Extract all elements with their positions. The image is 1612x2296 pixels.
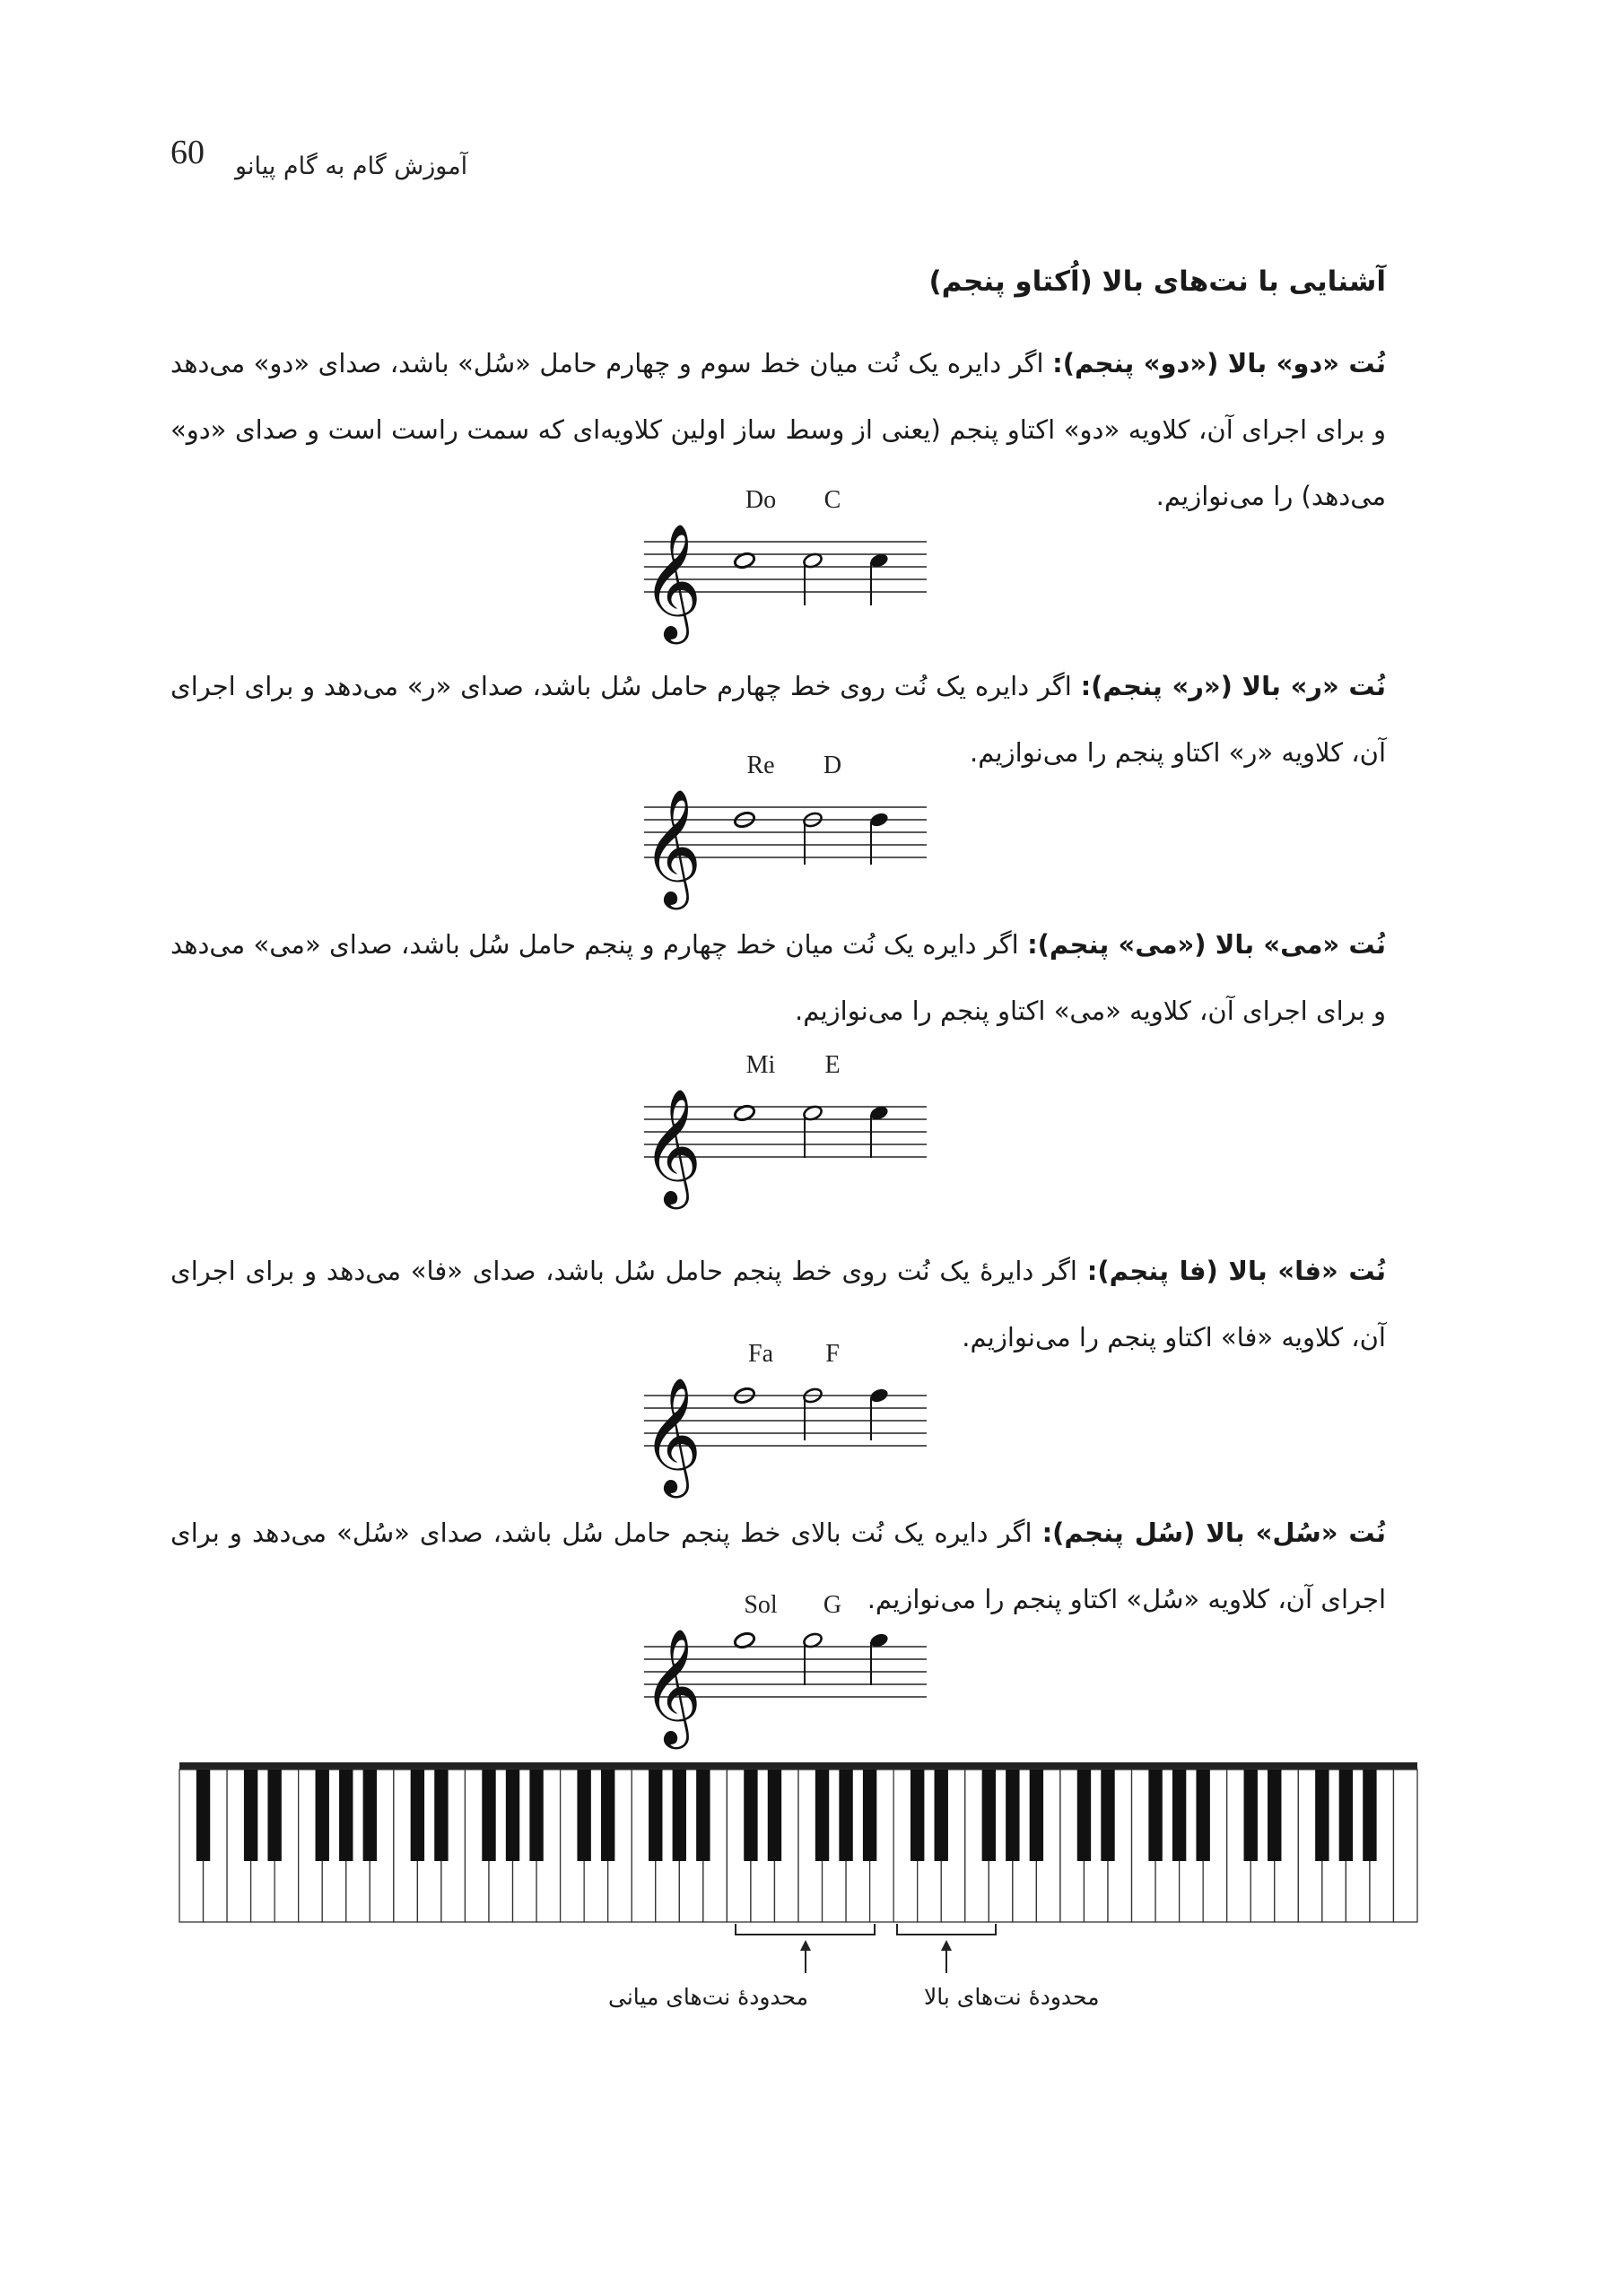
black-key bbox=[1268, 1770, 1281, 1861]
black-key bbox=[1339, 1770, 1353, 1861]
staff-mi bbox=[642, 1051, 940, 1205]
half-note bbox=[802, 811, 823, 865]
black-key bbox=[506, 1770, 519, 1861]
middle-range-label: محدودهٔ نت‌های میانی bbox=[608, 1984, 809, 2010]
half-note bbox=[802, 552, 823, 605]
half-note bbox=[802, 1631, 823, 1685]
quarter-note bbox=[868, 811, 889, 865]
solfege-label: Mi bbox=[745, 1051, 776, 1079]
black-key bbox=[744, 1770, 757, 1861]
black-key bbox=[1006, 1770, 1019, 1861]
black-key bbox=[768, 1770, 781, 1861]
letter-label: E bbox=[824, 1051, 841, 1079]
high-range-label: محدودهٔ نت‌های بالا bbox=[924, 1984, 1100, 2010]
black-key bbox=[529, 1770, 543, 1861]
solfege-label: Do bbox=[745, 486, 777, 514]
staff-sol bbox=[642, 1591, 940, 1744]
black-key bbox=[1244, 1770, 1258, 1861]
black-key bbox=[1196, 1770, 1209, 1861]
black-key bbox=[1363, 1770, 1376, 1861]
black-key bbox=[815, 1770, 829, 1861]
paragraph-lead: نُت «فا» بالا (فا پنجم): bbox=[1086, 1256, 1386, 1286]
staff-fa bbox=[642, 1340, 940, 1493]
staff-re bbox=[642, 752, 940, 905]
book-title: آموزش گام به گام پیانو bbox=[235, 152, 468, 180]
treble-clef-icon: 𝄞 bbox=[642, 1377, 702, 1493]
black-key bbox=[1315, 1770, 1329, 1861]
paragraph-lead: نُت «سُل» بالا (سُل پنجم): bbox=[1041, 1518, 1387, 1548]
paragraph-text: اگر دایره یک نُت میان خط چهارم و پنجم حامل سُل باشد، صدای «می» می‌دهد و برای اجرای آن، کلاویه «می» اکتاو پنجم را می‌نوازیم. bbox=[170, 929, 1386, 1026]
staff-do bbox=[642, 486, 940, 639]
paragraph-text: اگر دایره یک نُت روی خط چهارم حامل سُل باشد، صدای «ر» می‌دهد و برای اجرای آن، کلاویه «ر» اکتاو پنجم را می‌نوازیم. bbox=[170, 671, 1386, 768]
page-number: 60 bbox=[170, 134, 205, 171]
black-key bbox=[267, 1770, 281, 1861]
black-key bbox=[1101, 1770, 1114, 1861]
treble-clef-icon: 𝄞 bbox=[642, 788, 702, 905]
paragraph-lead: نُت «ر» بالا («ر» پنجم): bbox=[1080, 671, 1386, 701]
black-key bbox=[839, 1770, 852, 1861]
quarter-note bbox=[868, 1631, 889, 1685]
black-key bbox=[577, 1770, 590, 1861]
arrow-up-icon bbox=[941, 1940, 952, 1973]
paragraph-lead: نُت «می» بالا («می» پنجم): bbox=[1027, 929, 1386, 960]
high-range-bracket bbox=[897, 1924, 996, 1935]
middle-range-bracket bbox=[736, 1924, 875, 1935]
black-key bbox=[601, 1770, 614, 1861]
black-key bbox=[482, 1770, 495, 1861]
paragraph-text: اگر دایره یک نُت بالای خط پنجم حامل سُل باشد، صدای «سُل» می‌دهد و برای اجرای آن، کلاویه «سُل» اکتاو پنجم را می‌نوازیم. bbox=[170, 1518, 1386, 1614]
black-key bbox=[935, 1770, 948, 1861]
paragraph-text: اگر دایره یک نُت میان خط سوم و چهارم حامل «سُل» باشد، صدای «دو» می‌دهد و برای اجرای آن، کلاویه «دو» اکتاو پنجم (یعنی از وسط ساز اولین کلاویه‌ای که سمت راست است و صدای «دو» می‌دهد) را می‌نوازیم. bbox=[170, 348, 1386, 511]
solfege-label: Fa bbox=[748, 1340, 773, 1368]
letter-label: D bbox=[823, 752, 842, 779]
letter-label: C bbox=[823, 486, 841, 514]
black-key bbox=[863, 1770, 876, 1861]
black-key bbox=[1030, 1770, 1043, 1861]
black-key bbox=[316, 1770, 329, 1861]
black-key bbox=[411, 1770, 424, 1861]
treble-clef-icon: 𝄞 bbox=[642, 1088, 702, 1205]
letter-label: G bbox=[823, 1591, 842, 1619]
black-key bbox=[696, 1770, 710, 1861]
black-key bbox=[1172, 1770, 1186, 1861]
half-note bbox=[802, 1387, 823, 1440]
black-key bbox=[1148, 1770, 1162, 1861]
section-title: آشنایی با نت‌های بالا (اُکتاو پنجم) bbox=[928, 265, 1386, 298]
black-key bbox=[911, 1770, 924, 1861]
paragraph-lead: نُت «دو» بالا («دو» پنجم): bbox=[1052, 348, 1386, 378]
treble-clef-icon: 𝄞 bbox=[642, 1628, 702, 1744]
treble-clef-icon: 𝄞 bbox=[642, 523, 702, 639]
black-key bbox=[244, 1770, 257, 1861]
quarter-note bbox=[868, 1387, 889, 1440]
black-key bbox=[196, 1770, 210, 1861]
paragraph-text: اگر دایرهٔ یک نُت روی خط پنجم حامل سُل باشد، صدای «فا» می‌دهد و برای اجرای آن، کلاویه «فا» اکتاو پنجم را می‌نوازیم. bbox=[170, 1256, 1386, 1352]
black-key bbox=[1077, 1770, 1091, 1861]
white-key bbox=[1393, 1770, 1417, 1922]
black-key bbox=[982, 1770, 996, 1861]
black-key bbox=[434, 1770, 448, 1861]
quarter-note bbox=[868, 552, 889, 605]
solfege-label: Re bbox=[746, 752, 775, 779]
quarter-note bbox=[868, 1104, 889, 1158]
letter-label: F bbox=[825, 1340, 840, 1368]
arrow-up-icon bbox=[800, 1940, 811, 1973]
paragraph-mi bbox=[170, 911, 1386, 1044]
black-key bbox=[339, 1770, 353, 1861]
black-key bbox=[363, 1770, 377, 1861]
black-key bbox=[649, 1770, 662, 1861]
half-note bbox=[802, 1104, 823, 1158]
solfege-label: Sol bbox=[744, 1591, 778, 1619]
black-key bbox=[673, 1770, 686, 1861]
